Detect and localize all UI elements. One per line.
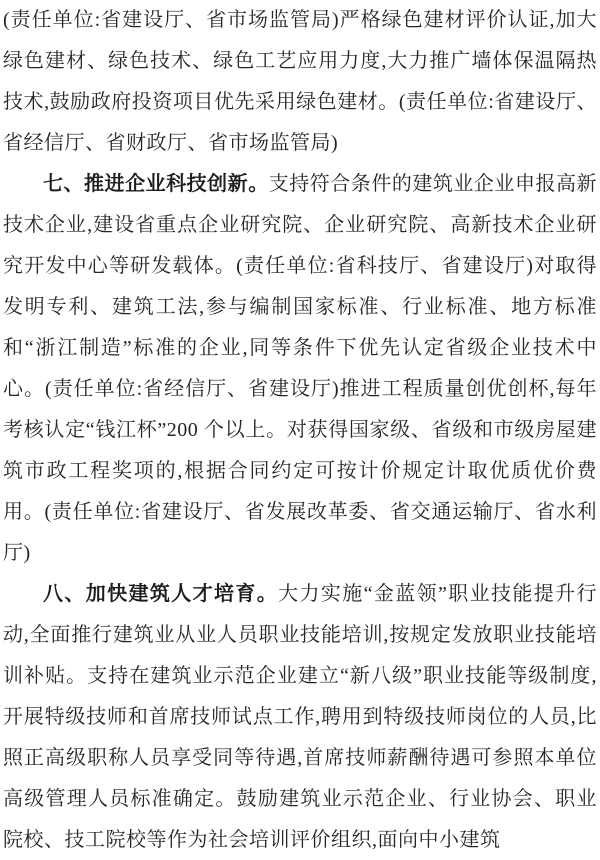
section-seven-body-text: 支持符合条件的建筑业企业申报高新技术企业,建设省重点企业研究院、企业研究院、高新技术企业研究开发中心等研发载体。(责任单位:省科技厅、省建设厅)对取得发明专利、建筑工法,参与编制国家标准、行业标准、地方标准和“浙江制造”标准的企业,同等条件下优先认定省级企业技术中心。(责任单位:省经信厅、省建设厅)推进工程质量创优创杯,每年考核认定“钱江杯”200 个以上。对获得国家级、省级和市级房屋建筑市政工程奖项的,根据合同约定可按计价规定计取优质优价费用。(责任单位:省建设厅、省发展改革委、省交通运输厅、省水利厅) [3, 173, 598, 564]
section-seven-heading: 七、推进企业科技创新。 [43, 173, 269, 195]
paragraph-section-seven [3, 164, 597, 574]
paragraph-text: (责任单位:省建设厅、省市场监管局)严格绿色建材评价认证,加大绿色建材、绿色技术、绿色工艺应用力度,大力推广墙体保温隔热技术,鼓励政府投资项目优先采用绿色建材。(责任单位:省建设厅、省经信厅、省财政厅、省市场监管局) [3, 9, 597, 154]
section-eight-heading: 八、加快建筑人才培育。 [43, 583, 279, 605]
paragraph-responsibility-green-materials [3, 0, 597, 164]
section-eight-body-text: 大力实施“金蓝领”职业技能提升行动,全面推行建筑业从业人员职业技能培训,按规定发放职业技能培训补贴。支持在建筑业示范企业建立“新八级”职业技能等级制度,开展特级技师和首席技师试点工作,聘用到特级技师岗位的人员,比照正高级职称人员享受同等待遇,首席技师薪酬待遇可参照本单位高级管理人员标准确定。鼓励建筑业示范企业、行业协会、职业院校、技工院校等作为社会培训评价组织,面向中小建筑 [3, 583, 597, 851]
paragraph-section-eight [3, 574, 597, 860]
